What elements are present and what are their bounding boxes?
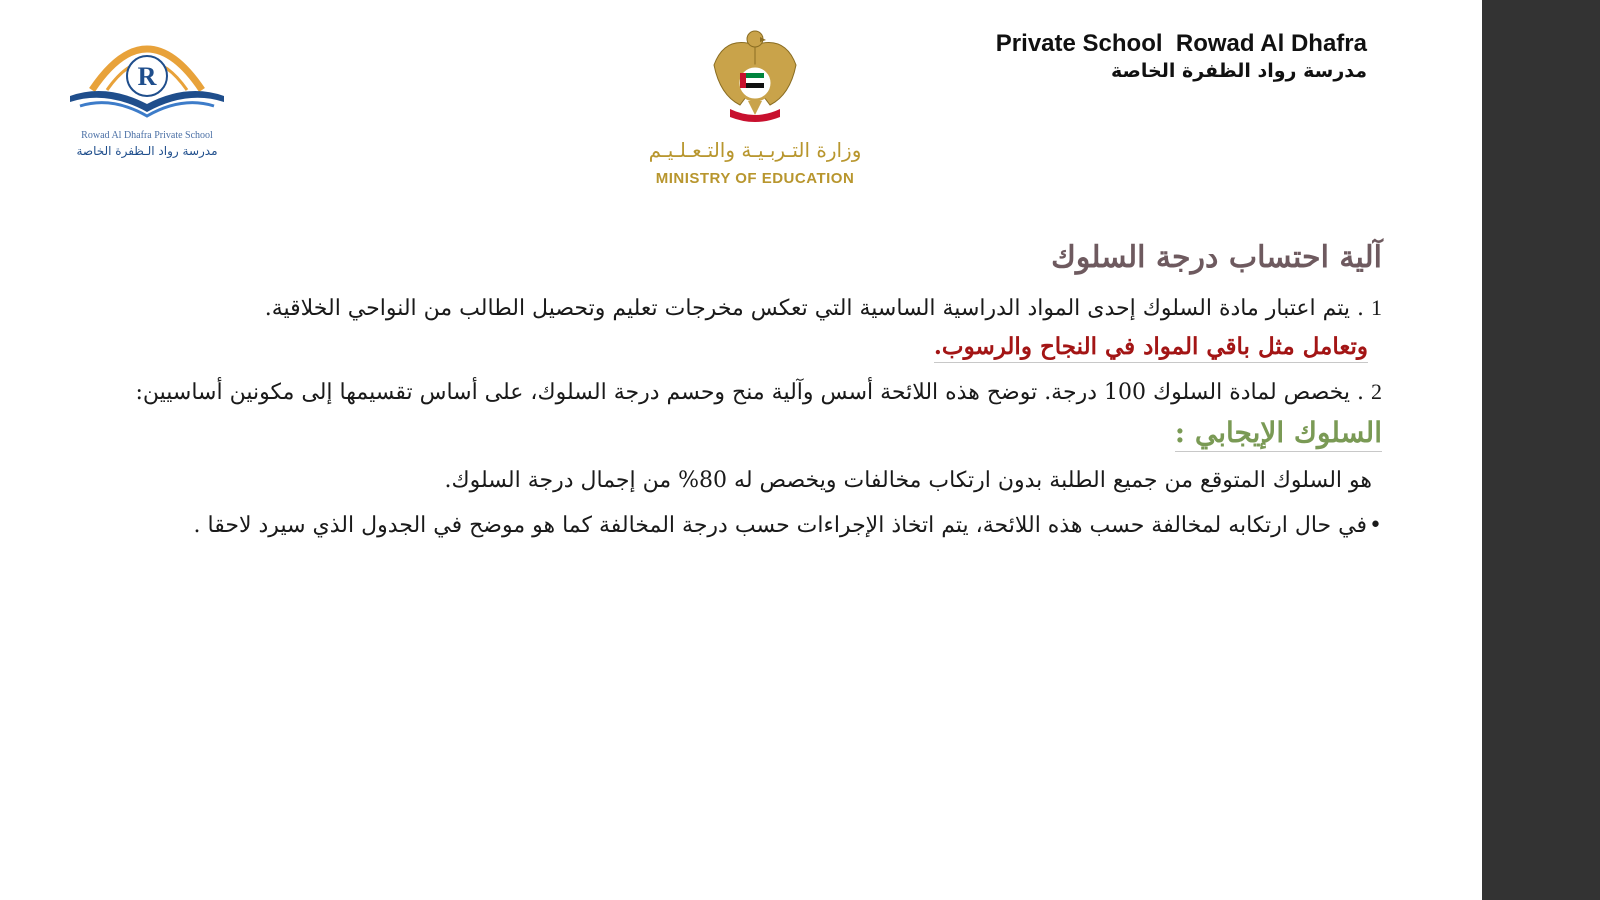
bullet-icon: • xyxy=(1369,513,1382,539)
point-2 xyxy=(100,373,1382,411)
uae-falcon-emblem-icon xyxy=(710,25,800,125)
point-1-text: . يتم اعتبار مادة السلوك إحدى المواد الدراسية الساسية التي تعكس مخرجات تعليم وتحصيل الطالب من النواحي الخلاقية. xyxy=(264,296,1364,321)
list-item xyxy=(100,507,1382,544)
ministry-name-en: MINISTRY OF EDUCATION xyxy=(655,170,855,187)
point-2-number: 2 xyxy=(1371,379,1382,405)
positive-behavior-text: هو السلوك المتوقع من جميع الطلبة بدون ارتكاب مخالفات ويخصص له 80% من إجمال درجة السلوك. xyxy=(444,467,1372,493)
point-1-emphasis: وتعامل مثل باقي المواد في النجاح والرسوب. xyxy=(934,333,1368,363)
ministry-name-ar: وزارة التـربـيـة والتـعـلـيـم xyxy=(648,138,862,162)
point-1 xyxy=(100,289,1382,327)
side-panel xyxy=(1482,0,1600,900)
point-2-text: . يخصص لمادة السلوك 100 درجة. توضح هذه اللائحة أسس وآلية منح وحسم درجة السلوك، على أساس تقسيمها إلى مكونين أساسيين: xyxy=(135,380,1364,406)
page-title: آلية احتساب درجة السلوك xyxy=(1051,240,1382,275)
school-name xyxy=(996,30,1367,82)
school-logo-caption-en: Rowad Al Dhafra Private School xyxy=(81,130,213,141)
school-logo xyxy=(62,28,232,168)
logo-letter: R xyxy=(137,62,157,91)
point-1-number: 1 xyxy=(1371,295,1382,320)
ministry-logo xyxy=(620,20,890,195)
school-logo-caption-ar: مدرسة رواد الـظفرة الخاصة xyxy=(76,144,218,158)
bullet-text: في حال ارتكابه لمخالفة حسب هذه اللائحة، يتم اتخاذ الإجراءات حسب درجة المخالفة كما هو موضح في الجدول الذي سيرد لاحقا . xyxy=(193,513,1368,539)
school-name-ar: مدرسة رواد الظفرة الخاصة xyxy=(1111,60,1367,82)
main-content xyxy=(100,240,1382,545)
school-name-en: Private School Rowad Al Dhafra xyxy=(995,30,1367,57)
positive-behavior-heading: السلوك الإيجابي : xyxy=(1175,416,1382,452)
school-logo-emblem-icon xyxy=(62,28,232,128)
